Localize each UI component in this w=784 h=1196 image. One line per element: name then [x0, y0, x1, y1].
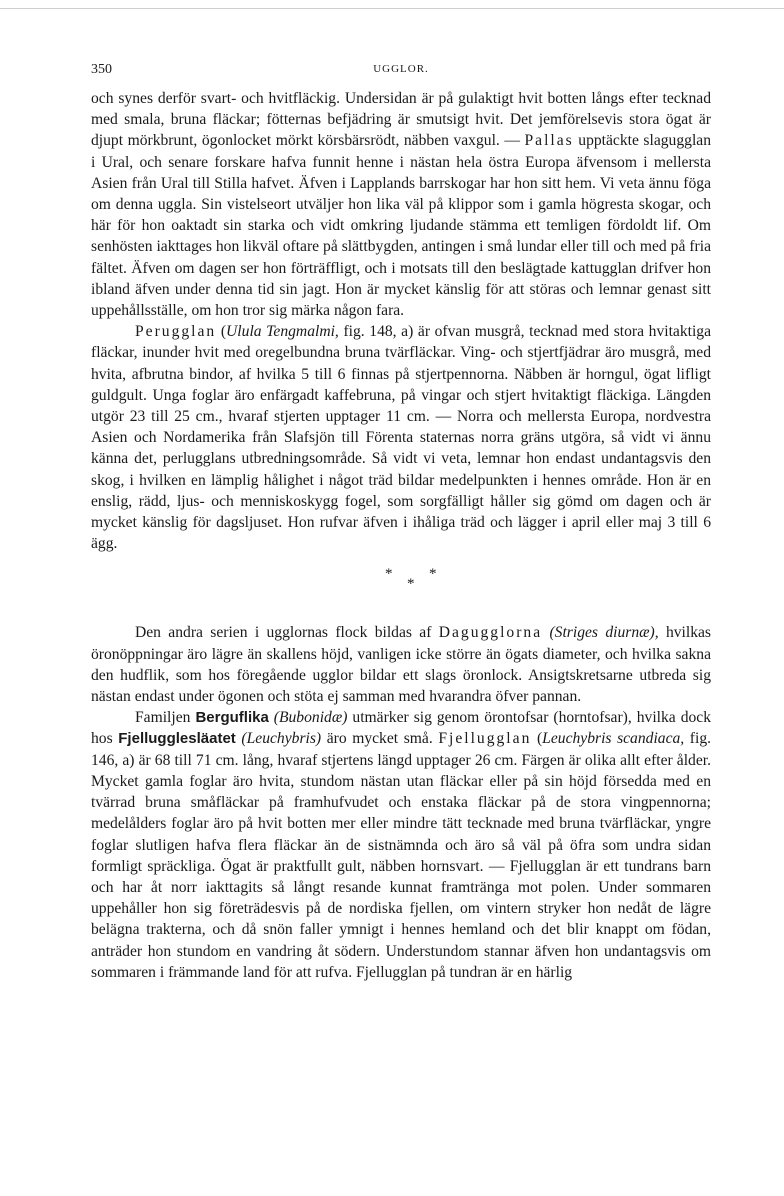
species-name-perugglan: Perugglan	[135, 323, 217, 341]
page-number: 350	[91, 62, 112, 77]
latin-name-leuchybris: (Leuchybris)	[241, 730, 322, 748]
asterisk: *	[407, 576, 415, 593]
section-separator	[91, 556, 711, 604]
species-name-fjellugglan: Fjellugglan	[438, 730, 532, 748]
paragraph-berguflika	[91, 707, 711, 983]
book-page	[91, 0, 711, 1196]
scan-edge-line	[0, 8, 784, 9]
text-run: Den andra serien i ugglornas flock bildas af	[135, 624, 439, 642]
asterisk: *	[429, 566, 437, 583]
paragraph-slagugglan	[91, 88, 711, 321]
text-run: och synes derför svart- och hvitfläckig. Undersidan är på gulaktigt hvit botten långs efter tecknad med smala, bruna fläckar; fötternas befjädring är smutsigt hvit. Det jemförelsevis stora ögat är djupt mörkbrunt, ögonlocket mörkt körsbärsrödt, näbben vaxgul. —	[91, 90, 711, 150]
latin-name-striges: (Striges diurnæ),	[549, 624, 659, 642]
paragraph-perugglan	[91, 321, 711, 554]
running-title: UGGLOR.	[373, 63, 429, 75]
latin-name-scandiaca: Leuchybris scandiaca,	[542, 730, 685, 748]
latin-name-ulula: Ulula Tengmalmi,	[226, 323, 339, 341]
text-run: utmärker sig genom örontofsar (horntofsar), hvilka dock hos	[91, 709, 712, 748]
group-name-dagugglorna: Dagugglorna	[438, 624, 543, 642]
text-run: fig. 148, a) är ofvan musgrå, tecknad med stora hvitaktiga fläckar, inunder hvit med oregelbundna bruna tvärfläckar. Ving- och stjertfjädrar äro musgrå, med hvita, afbrutna bindor, af hvilka 5 till 6 finnas på stjertpennorna. Näbben är horngul, ögat lifligt guldgult. Unga foglar äro enfärgadt kaffebruna, på vingar och stjert hvitaktigt fläckiga. Längden utgör 23 till 25 cm., hvaraf stjerten upptager 11 cm. — Norra och mellersta Europa, nordvestra Asien och Nordamerika från Slafsjön till Förenta staternas norra gräns utgöra, så vidt vi ännu känna det, perlugglans utbredningsområde. Så vidt vi veta, lemnar hon endast undantagsvis den skog, i hvilken en lämplig hålighet i något träd bildar medelpunkten i hennes område. Hon är en enslig, rädd, ljus- och menniskoskygg fogel, som sorgfälligt håller sig gömd om dagen och är mycket känslig för dagsljuset. Hon rufvar äfven i ihåliga träd och lägger i april eller maj 3 till 6 ägg.	[91, 323, 712, 553]
text-run: hvilkas öronöppningar äro lägre än skallens höjd, vanligen icke större än ögats diameter, och hvilka sakna den hudflik, som hos föregående ugglor bildar ett slags öronlock. Ansigtskretsarne utbreda sig nästan endast under ögonen och stöta ej samman med hvarandra öfver pannan.	[91, 624, 711, 706]
author-name-pallas: Pallas	[524, 132, 574, 150]
text-run: äro mycket små.	[321, 730, 439, 748]
text-run: (	[531, 730, 543, 748]
text-run: Familjen	[135, 709, 196, 727]
genus-name-fjelluggla: Fjellugglesläatet	[118, 730, 236, 748]
asterisk: *	[385, 566, 393, 583]
latin-name-bubonidae: (Bubonidæ)	[273, 709, 348, 727]
page-body	[91, 88, 711, 983]
paragraph-dagugglorna	[91, 622, 711, 707]
family-name-berguflika: Berguflika	[195, 709, 269, 727]
text-run: fig. 146, a) är 68 till 71 cm. lång, hvaraf stjertens längd upptager 26 cm. Färgen är olika allt efter ålder. Mycket gamla foglar äro hvita, stundom nästan utan fläckar eller på sin höjd försedda med en tvärrad bruna småfläckar på framhufvudet och enstaka fläckar på de stora vingpennorna; medelålders foglar äro på hvit botten mer eller mindre tätt tecknade med bruna tvärfläckar, yngre foglar slutligen hafva flera fläckar än de sistnämnda och äro så väl på öfra som undra sidan formligt spräckliga. Ögat är praktfullt gult, näbben hornsvart. — Fjellugglan är ett tundrans barn och har åt norr iakttagits så långt resande kunnat framtränga mot polen. Under sommaren uppehåller hon sig företrädesvis på de nordiska fjellen, om vintern stryker hon nedåt de lägre belägna trakterna, och då snön faller ymnigt i hennes hemland och det blir knappt om födan, anträder hon stundom en vandring åt södern. Understundom stannar äfven hon undantagsvis om sommaren i främmande land för att rufva. Fjellugglan på tundran är en härlig	[91, 730, 712, 981]
text-run: (	[216, 323, 227, 341]
text-run: upptäckte slagugglan i Ural, och senare forskare hafva funnit henne i nästan hela östra Europa äfvensom i mellersta Asien från Ural till Stilla hafvet. Äfven i Lapplands barrskogar har hon sitt hem. Vi veta ännu föga om denna uggla. Sin vistelseort utväljer hon lika väl på klippor som i gamla högresta skogar, och här för hon oaktadt sin starka och vidt omkring ljudande stämma ett temligen fördoldt lif. Om senhösten iakttages hon likväl oftare på slättbygden, antingen i små lundar eller till och med på fria fältet. Äfven om dagen ser hon förträffligt, och i motsats till den beslägtade kattugglan drifver hon ibland äfven under denna tid sin jagt. Hon är mycket känslig för att störas och lemnar genast sitt uppehållsställe, om hon tror sig märka någon fara.	[91, 132, 711, 320]
page-header	[91, 62, 711, 82]
